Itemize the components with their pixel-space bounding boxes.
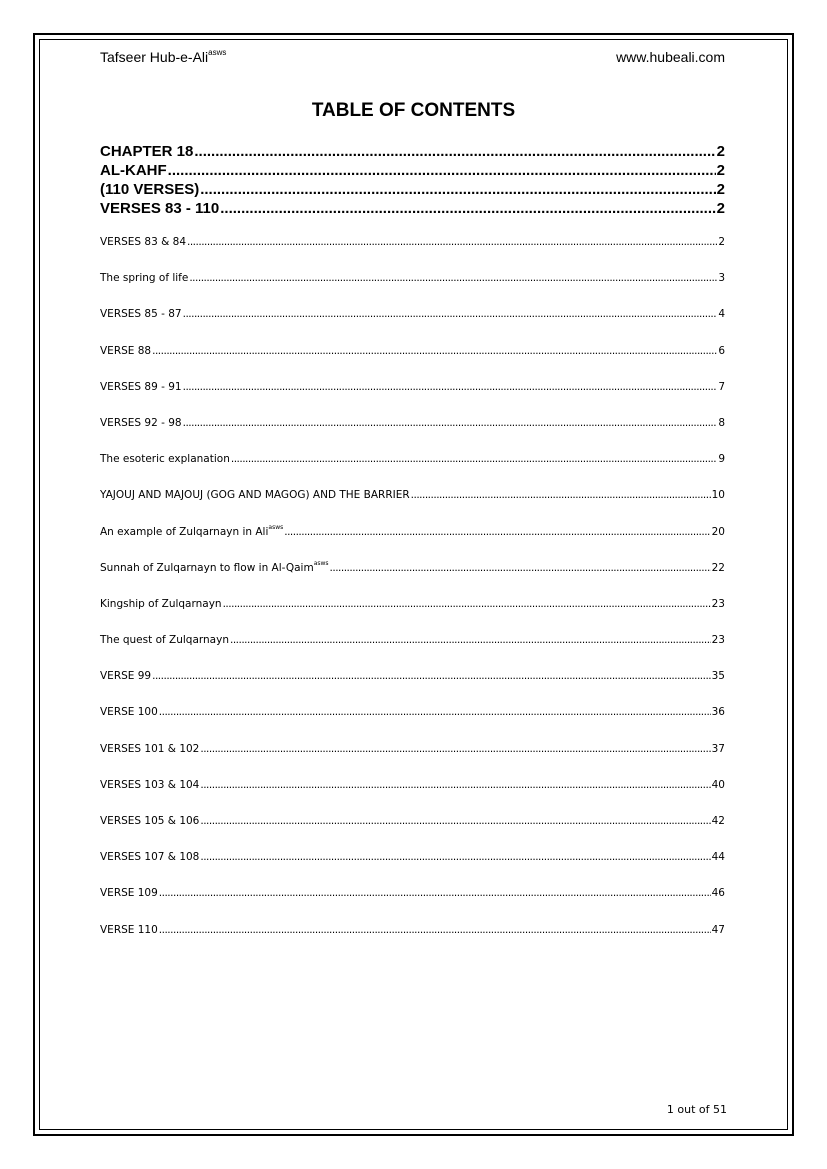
toc-minor-entry[interactable]	[100, 308, 725, 344]
toc-minor-entry[interactable]	[100, 887, 725, 923]
toc-minor-list	[100, 236, 725, 960]
toc-major-entry-page: 2	[716, 143, 725, 160]
dot-leader	[183, 381, 718, 393]
toc-minor-entry[interactable]	[100, 815, 725, 851]
toc-minor-entry[interactable]	[100, 381, 725, 417]
toc-minor-entry-label: VERSE 109	[100, 887, 158, 900]
toc-major-entry-page: 2	[716, 181, 725, 198]
toc-major-entry-label: VERSES 83 - 110	[100, 200, 220, 217]
toc-minor-entry-label: VERSES 105 & 106	[100, 815, 200, 827]
toc-minor-entry[interactable]	[100, 598, 725, 634]
dot-leader	[189, 272, 717, 284]
toc-minor-entry-page: 9	[718, 453, 725, 466]
toc-major-entry[interactable]	[100, 200, 725, 219]
toc-minor-entry[interactable]	[100, 851, 725, 887]
dot-leader	[168, 162, 716, 179]
dot-leader	[200, 181, 715, 198]
dot-leader	[187, 236, 717, 248]
header-title-superscript: asws	[208, 48, 227, 58]
toc-minor-entry-page: 2	[718, 236, 725, 248]
toc-minor-entry-label: VERSES 89 - 91	[100, 380, 182, 393]
toc-minor-entry-label: VERSES 101 & 102	[100, 742, 200, 755]
dot-leader	[200, 779, 710, 791]
toc-minor-entry-page: 37	[711, 742, 725, 755]
toc-minor-entry[interactable]	[100, 489, 725, 525]
dot-leader	[411, 489, 711, 501]
dot-leader	[194, 143, 715, 160]
dot-leader	[152, 670, 711, 682]
toc-minor-entry-label: The spring of life	[100, 272, 189, 285]
toc-minor-entry-page: 35	[711, 670, 725, 683]
dot-leader	[284, 526, 710, 538]
toc-minor-entry-label: Sunnah of Zulqarnayn to flow in Al-Qaim$^{asws}$	[100, 560, 329, 574]
dot-leader	[223, 598, 711, 610]
toc-minor-entry-page: 42	[711, 815, 725, 827]
dot-leader	[183, 417, 718, 429]
toc-major-entry[interactable]	[100, 162, 725, 181]
toc-minor-entry-label: VERSES 83 & 84	[100, 236, 186, 248]
toc-minor-entry-label: VERSE 100	[100, 706, 158, 719]
toc-minor-entry-label: An example of Zulqarnayn in Ali$^{asws}$	[100, 524, 284, 538]
toc-major-entry[interactable]	[100, 181, 725, 200]
toc-minor-entry[interactable]	[100, 706, 725, 742]
toc-minor-entry[interactable]	[100, 779, 725, 815]
toc-minor-entry[interactable]	[100, 272, 725, 308]
header-url: www.hubeali.com	[616, 49, 725, 65]
toc-minor-entry-page: 40	[711, 778, 725, 791]
toc-minor-entry-page: 23	[711, 634, 725, 647]
toc-minor-entry-page: 22	[711, 561, 725, 574]
toc-minor-entry-page: 23	[711, 597, 725, 610]
toc-minor-entry-page: 10	[711, 489, 725, 502]
toc-minor-entry-superscript: asws	[313, 560, 329, 568]
toc-minor-entry[interactable]	[100, 743, 725, 779]
toc-minor-entry[interactable]	[100, 924, 725, 960]
toc-minor-entry-page: 44	[711, 851, 725, 864]
dot-leader	[159, 887, 711, 899]
toc-minor-entry-page: 4	[718, 308, 725, 321]
toc-major-entry-page: 2	[716, 162, 725, 179]
toc-minor-entry-label: VERSES 92 - 98	[100, 416, 182, 429]
dot-leader	[200, 743, 710, 755]
toc-minor-entry-label: VERSE 88	[100, 344, 152, 357]
toc-minor-entry[interactable]	[100, 526, 725, 562]
toc-minor-entry[interactable]	[100, 634, 725, 670]
toc-minor-entry[interactable]	[100, 670, 725, 706]
toc-minor-entry-page: 6	[718, 344, 725, 357]
header-title: Tafseer Hub-e-Ali$^{asws}$	[100, 48, 227, 65]
page-title: TABLE OF CONTENTS	[311, 100, 516, 121]
toc-minor-entry-page: 8	[718, 416, 725, 429]
toc-minor-entry-label: VERSES 85 - 87	[100, 308, 182, 321]
dot-leader	[220, 200, 715, 217]
toc-minor-entry-label: The esoteric explanation	[100, 453, 230, 466]
toc-minor-entry-page: 7	[718, 380, 725, 393]
toc-minor-entry[interactable]	[100, 417, 725, 453]
toc-minor-entry-label: YAJOUJ AND MAJOUJ (GOG AND MAGOG) AND THE BARRIER	[100, 489, 410, 502]
dot-leader	[152, 345, 717, 357]
toc-minor-entry-page: 46	[711, 887, 725, 900]
page-number: 1 out of 51	[666, 1103, 727, 1116]
toc-major-entry-label: CHAPTER 18	[100, 143, 194, 160]
toc-minor-entry-label: VERSES 103 & 104	[100, 778, 200, 791]
toc-minor-entry-page: 47	[711, 923, 725, 936]
toc-minor-entry-label: The quest of Zulqarnayn	[100, 634, 229, 647]
toc-minor-entry[interactable]	[100, 236, 725, 272]
toc-minor-entry-label: Kingship of Zulqarnayn	[100, 597, 222, 610]
toc-minor-entry-label: VERSE 110	[100, 923, 158, 936]
toc-minor-entry-page: 20	[711, 525, 725, 538]
toc-minor-entry[interactable]	[100, 453, 725, 489]
toc-minor-entry-label: VERSE 99	[100, 670, 152, 683]
toc-major-list	[100, 143, 725, 219]
toc-major-entry-label: AL-KAHF	[100, 162, 167, 179]
dot-leader	[159, 924, 711, 936]
toc-minor-entry[interactable]	[100, 562, 725, 598]
dot-leader	[159, 706, 711, 718]
page-header	[100, 49, 725, 69]
toc-minor-entry-superscript: asws	[268, 524, 284, 531]
toc-major-entry[interactable]	[100, 143, 725, 162]
dot-leader	[200, 851, 710, 863]
toc-major-entry-page: 2	[716, 200, 725, 217]
toc-minor-entry-page: 36	[711, 706, 725, 719]
dot-leader	[183, 308, 718, 320]
toc-major-entry-label: (110 VERSES)	[100, 181, 200, 198]
toc-minor-entry[interactable]	[100, 345, 725, 381]
dot-leader	[231, 453, 717, 465]
toc-minor-entry-label: VERSES 107 & 108	[100, 851, 200, 864]
dot-leader	[330, 562, 711, 574]
dot-leader	[200, 815, 710, 827]
toc-minor-entry-page: 3	[718, 272, 725, 285]
dot-leader	[230, 634, 711, 646]
